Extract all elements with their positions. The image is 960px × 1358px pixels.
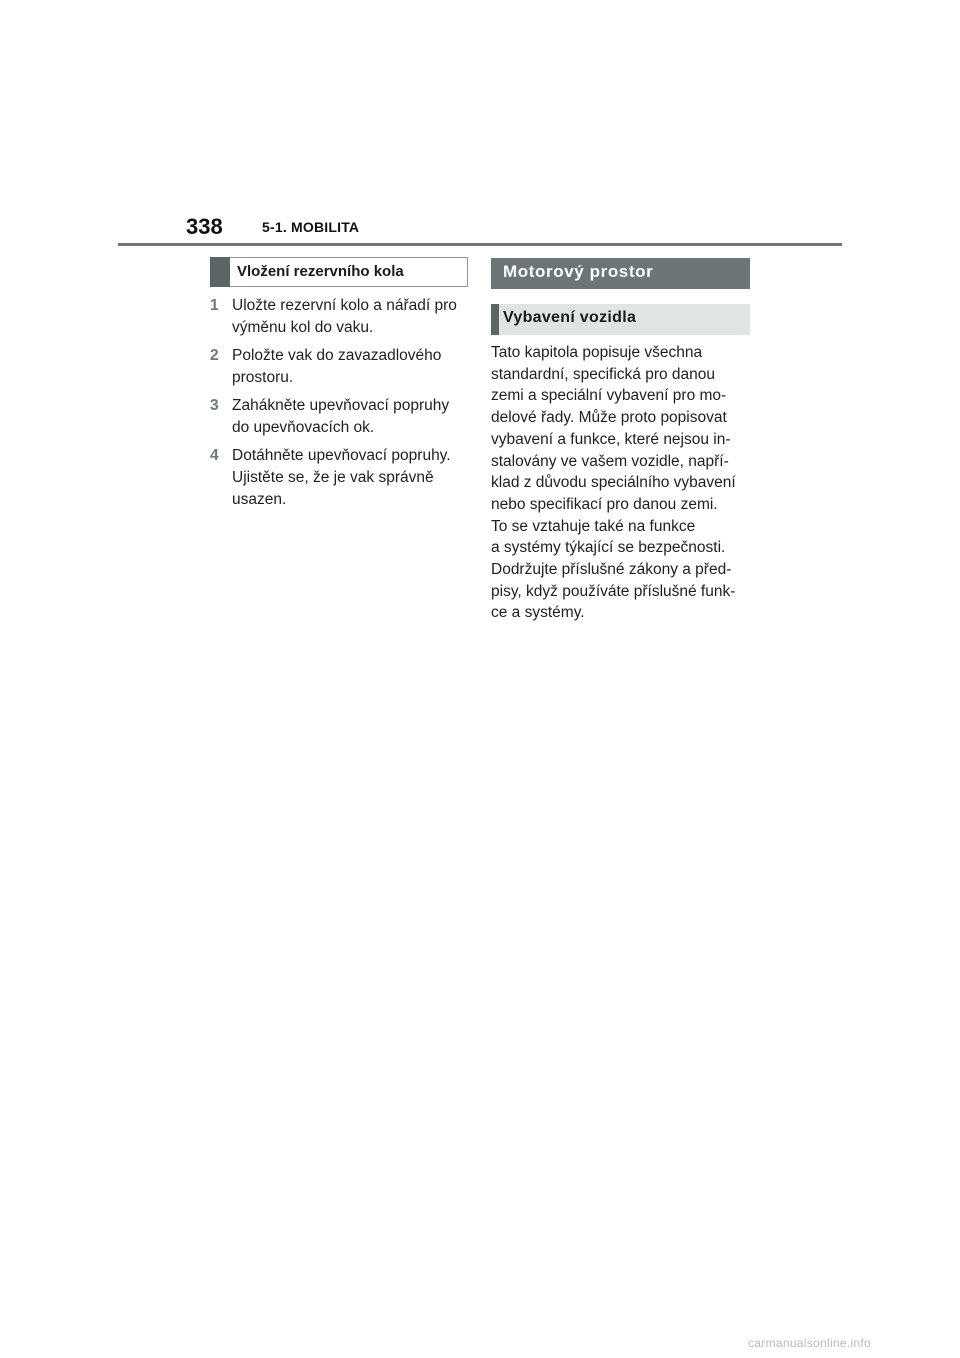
step-item	[210, 445, 470, 511]
engine-compartment-heading-text: Motorový prostor	[503, 262, 654, 281]
step-text: Položte vak do zavazadlového prostoru.	[232, 347, 442, 386]
paragraph-line: pisy, když používáte příslušné funk-	[491, 582, 736, 600]
step-number: 2	[210, 347, 219, 364]
step-item	[210, 295, 470, 339]
step-text: Zahákněte upevňovací popruhy do upevňovacích ok.	[232, 397, 450, 436]
page-number: 338	[186, 214, 223, 239]
spare-wheel-heading-text: Vložení rezervního kola	[237, 263, 404, 280]
header-divider	[118, 243, 842, 246]
step-number: 1	[210, 297, 219, 314]
step-text: Dotáhněte upevňovací popruhy. Ujistěte se, že je vak správně usazen.	[232, 447, 451, 508]
paragraph-line: Dodržujte příslušné zákony a před-	[491, 561, 732, 579]
section-title: 5-1. MOBILITA	[262, 219, 360, 235]
watermark: carmanualsonline.info	[748, 1336, 872, 1350]
paragraph-line: vybavení a funkce, které nejsou in-	[491, 430, 731, 448]
step-number: 4	[210, 447, 219, 464]
paragraph-line: ce a systémy.	[491, 604, 585, 622]
step-item	[210, 345, 470, 389]
step-item	[210, 395, 470, 439]
paragraph-line: delové řady. Může proto popisovat	[491, 409, 727, 427]
paragraph-line: To se vztahuje také na funkce	[491, 517, 696, 535]
paragraph-line: a systémy týkající se bezpečnosti.	[491, 539, 726, 557]
subheading-accent-bar	[491, 304, 499, 335]
vehicle-equipment-subheading	[491, 304, 750, 335]
paragraph-line: Tato kapitola popisuje všechna	[491, 344, 703, 361]
equipment-paragraph	[491, 342, 756, 624]
spare-wheel-heading	[210, 257, 468, 287]
paragraph-line: zemi a speciální vybavení pro mo-	[491, 387, 727, 405]
paragraph-line: klad z důvodu speciálního vybavení	[491, 474, 736, 492]
engine-compartment-heading	[491, 258, 750, 289]
step-list	[210, 295, 470, 517]
step-number: 3	[210, 397, 219, 414]
paragraph-line: stalovány ve vašem vozidle, napří-	[491, 452, 729, 470]
heading-accent-bar	[210, 257, 230, 287]
step-text: Uložte rezervní kolo a nářadí pro výměnu kol do vaku.	[232, 297, 457, 336]
paragraph-line: standardní, specifická pro danou	[491, 365, 716, 383]
vehicle-equipment-subheading-text: Vybavení vozidla	[503, 309, 637, 326]
paragraph-line: nebo specifikací pro danou zemi.	[491, 495, 718, 513]
